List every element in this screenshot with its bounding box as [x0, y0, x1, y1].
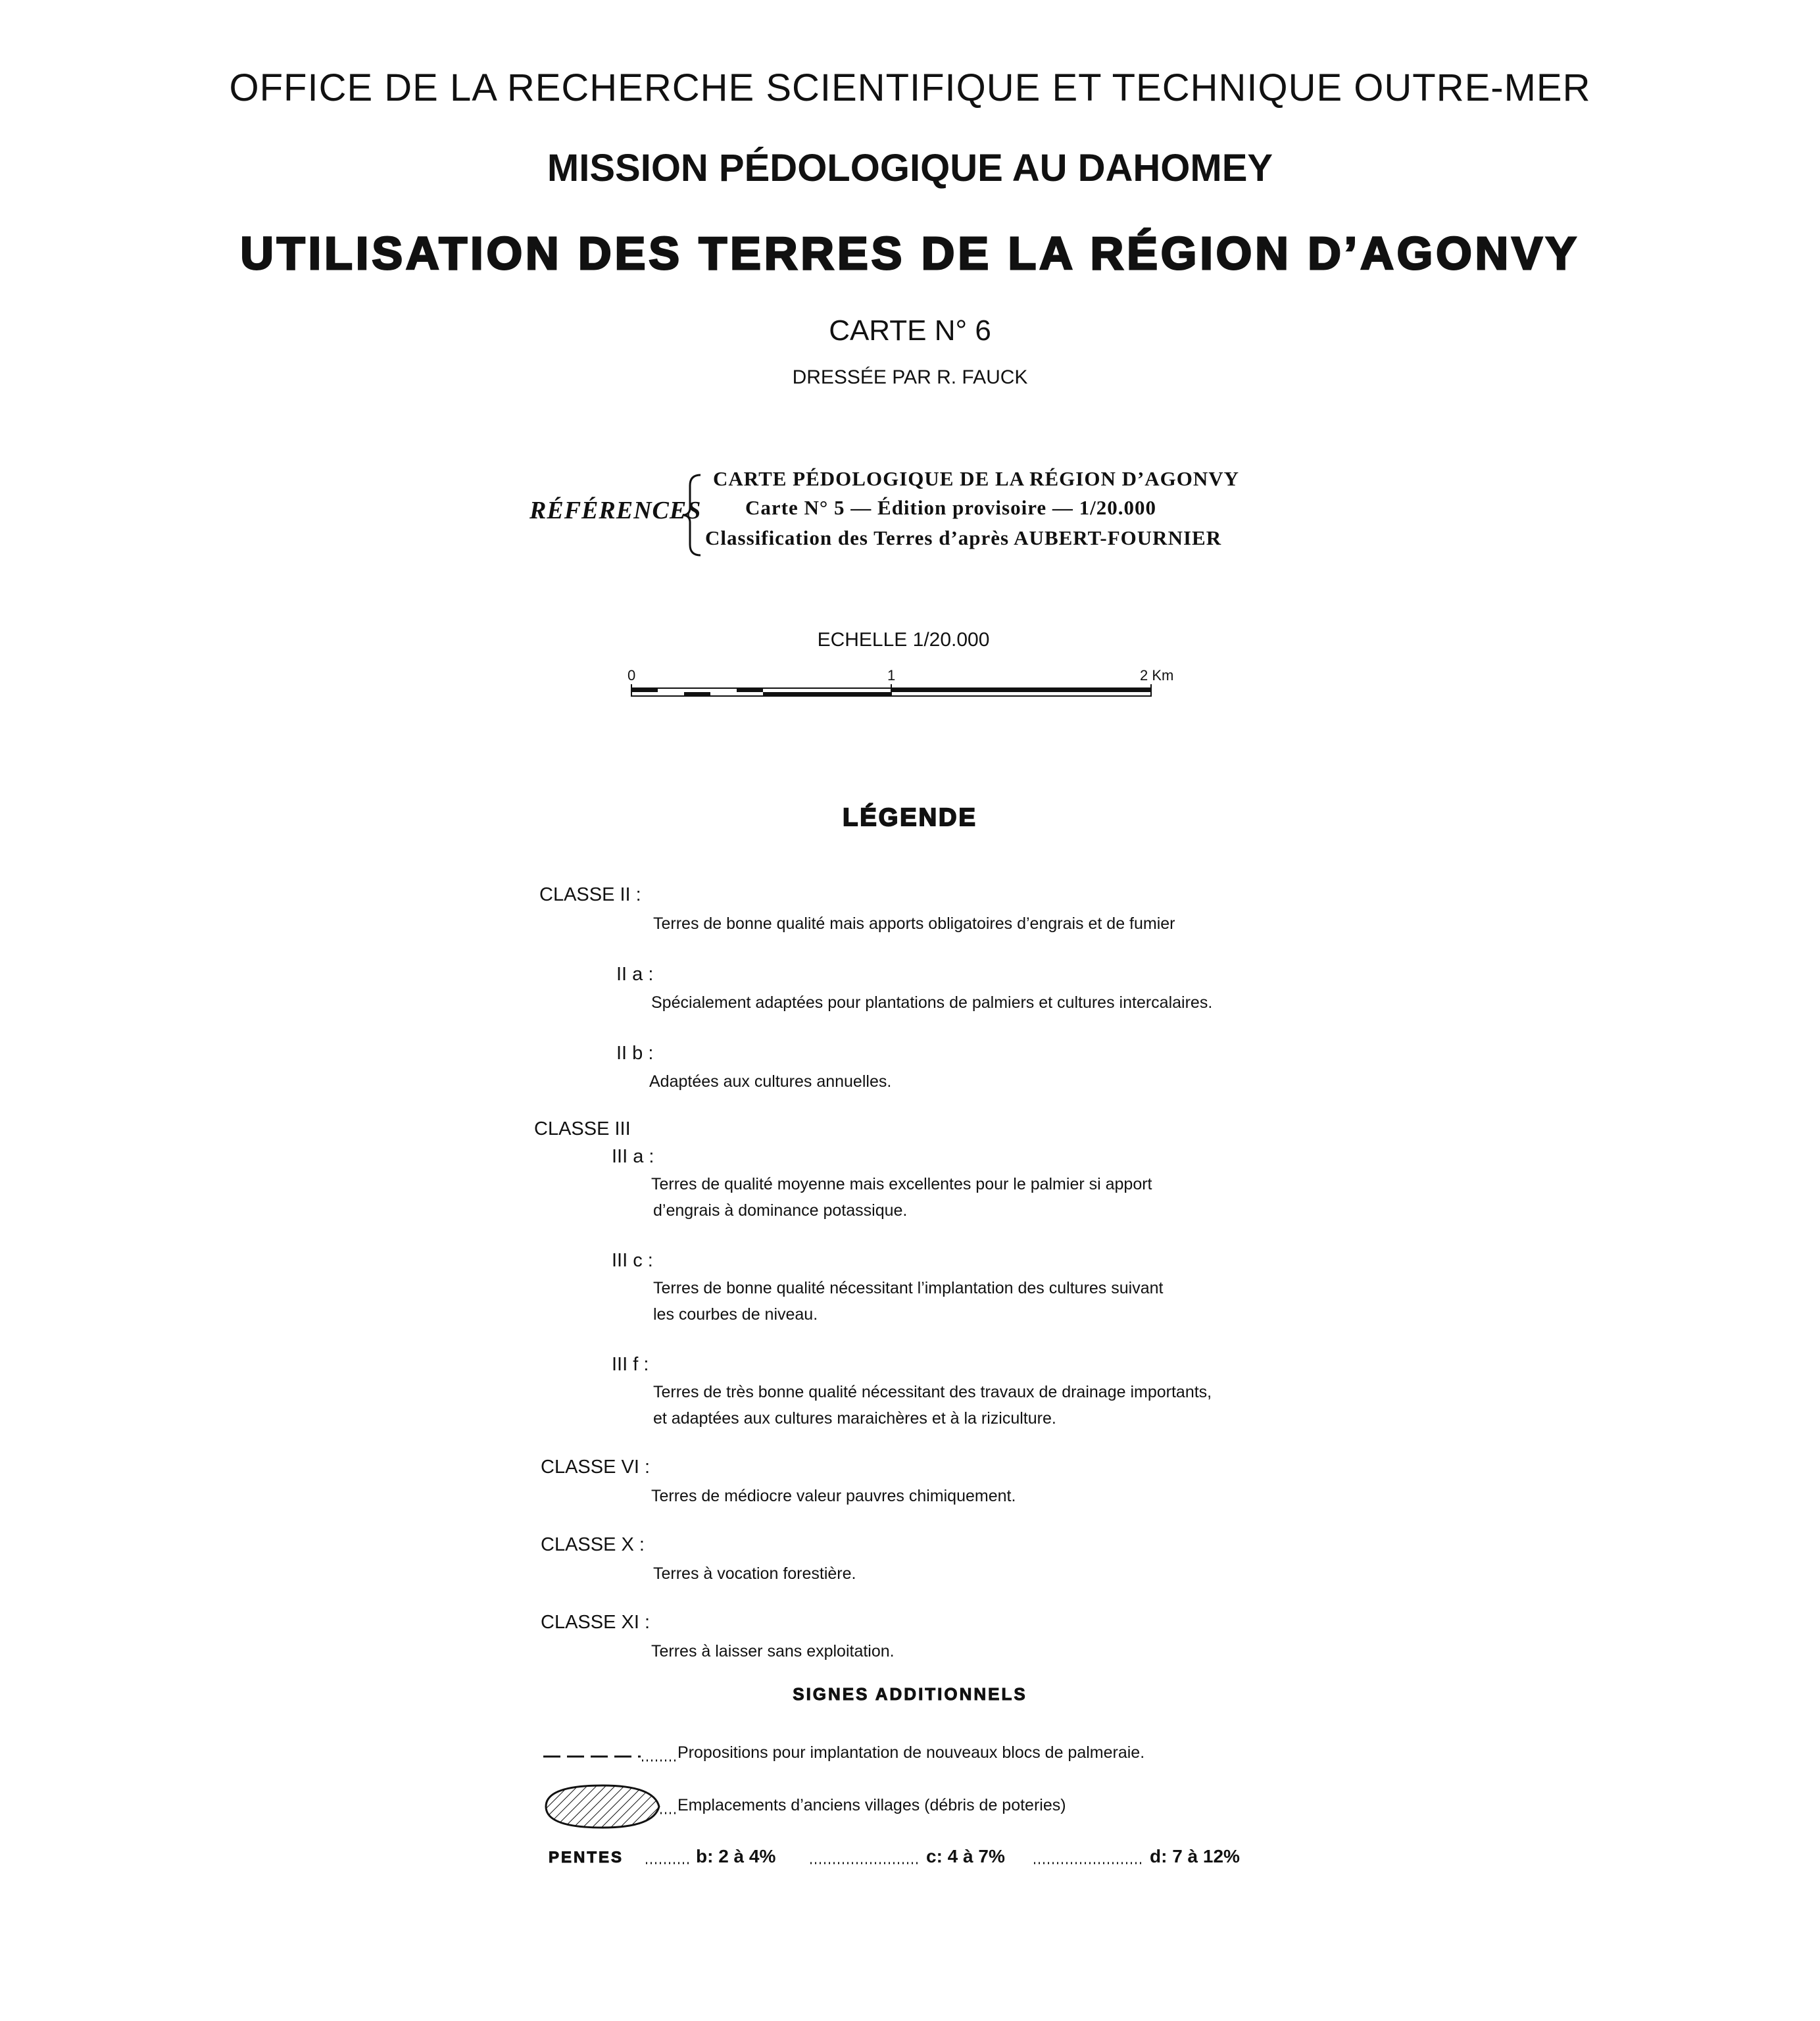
reference-line-1: CARTE PÉDOLOGIQUE DE LA RÉGION D’AGONVY	[713, 467, 1240, 490]
class-iia-label: II a :	[616, 964, 654, 985]
class-vi-description: Terres de médiocre valeur pauvres chimiquement.	[651, 1487, 1016, 1505]
class-ii-description: Terres de bonne qualité mais apports obligatoires d’engrais et de fumier	[653, 914, 1175, 933]
map-title: UTILISATION DES TERRES DE LA RÉGION D’AGONVY	[240, 228, 1580, 279]
slope-class-c: c: 4 à 7%	[926, 1846, 1005, 1866]
map-number: CARTE N° 6	[829, 314, 991, 347]
reference-line-3: Classification des Terres d’après AUBERT-FOURNIER	[705, 526, 1222, 549]
slope-class-d: d: 7 à 12%	[1150, 1846, 1240, 1866]
class-xi-description: Terres à laisser sans exploitation.	[651, 1642, 895, 1660]
class-x-label: CLASSE X :	[541, 1534, 645, 1555]
class-iiif-label: III f :	[612, 1354, 649, 1375]
references-label: RÉFÉRENCES	[529, 497, 702, 524]
reference-line-2: Carte N° 5 — Édition provisoire — 1/20.000	[745, 496, 1157, 519]
slopes-leader-dots-b	[810, 1854, 922, 1867]
class-iiia-description-2: d’engrais à dominance potassique.	[653, 1201, 908, 1220]
scale-label: ECHELLE 1/20.000	[817, 629, 990, 651]
class-iia-description: Spécialement adaptées pour plantations de palmiers et cultures intercalaires.	[651, 993, 1213, 1012]
map-author: DRESSÉE PAR R. FAUCK	[792, 366, 1028, 388]
slopes-leader-dots	[646, 1854, 692, 1867]
slopes-leader-dots-c	[1034, 1854, 1146, 1867]
class-iib-label: II b :	[616, 1043, 654, 1064]
class-iiic-label: III c :	[612, 1250, 653, 1271]
class-iiia-label: III a :	[612, 1146, 654, 1167]
class-vi-label: CLASSE VI :	[541, 1457, 651, 1478]
hatched-village-icon	[543, 1783, 679, 1830]
mission-heading: MISSION PÉDOLOGIQUE AU DAHOMEY	[547, 147, 1273, 189]
class-iii-label: CLASSE III	[534, 1118, 631, 1139]
class-iiif-description-1: Terres de très bonne qualité nécessitant des travaux de drainage importants,	[653, 1383, 1212, 1401]
class-iiif-description-2: et adaptées aux cultures maraichères et à la riziculture.	[653, 1409, 1056, 1428]
palmeraie-proposal-text: Propositions pour implantation de nouveaux blocs de palmeraie.	[677, 1743, 1145, 1762]
dashed-line-icon	[543, 1747, 678, 1766]
class-iiic-description-1: Terres de bonne qualité nécessitant l’implantation des cultures suivant	[653, 1279, 1164, 1297]
class-iib-description: Adaptées aux cultures annuelles.	[649, 1072, 892, 1091]
slope-class-b: b: 2 à 4%	[696, 1846, 776, 1866]
scale-bar	[624, 667, 1189, 707]
class-iiia-description-1: Terres de qualité moyenne mais excellentes pour le palmier si apport	[651, 1175, 1152, 1193]
brace-icon	[681, 474, 703, 557]
organization-heading: OFFICE DE LA RECHERCHE SCIENTIFIQUE ET TECHNIQUE OUTRE-MER	[229, 66, 1591, 109]
scale-tick-1: 1	[887, 667, 896, 684]
additional-signs-title: SIGNES ADDITIONNELS	[793, 1684, 1027, 1704]
class-ii-label: CLASSE II :	[539, 884, 641, 905]
class-xi-label: CLASSE XI :	[541, 1612, 651, 1633]
scale-tick-0: 0	[627, 667, 636, 684]
class-x-description: Terres à vocation forestière.	[653, 1564, 856, 1583]
slopes-label: PENTES	[549, 1849, 624, 1866]
scale-tick-2: 2 Km	[1140, 667, 1174, 684]
ancient-villages-text: Emplacements d’anciens villages (débris de poteries)	[677, 1796, 1066, 1814]
legend-title: LÉGENDE	[843, 804, 977, 832]
class-iiic-description-2: les courbes de niveau.	[653, 1305, 818, 1324]
